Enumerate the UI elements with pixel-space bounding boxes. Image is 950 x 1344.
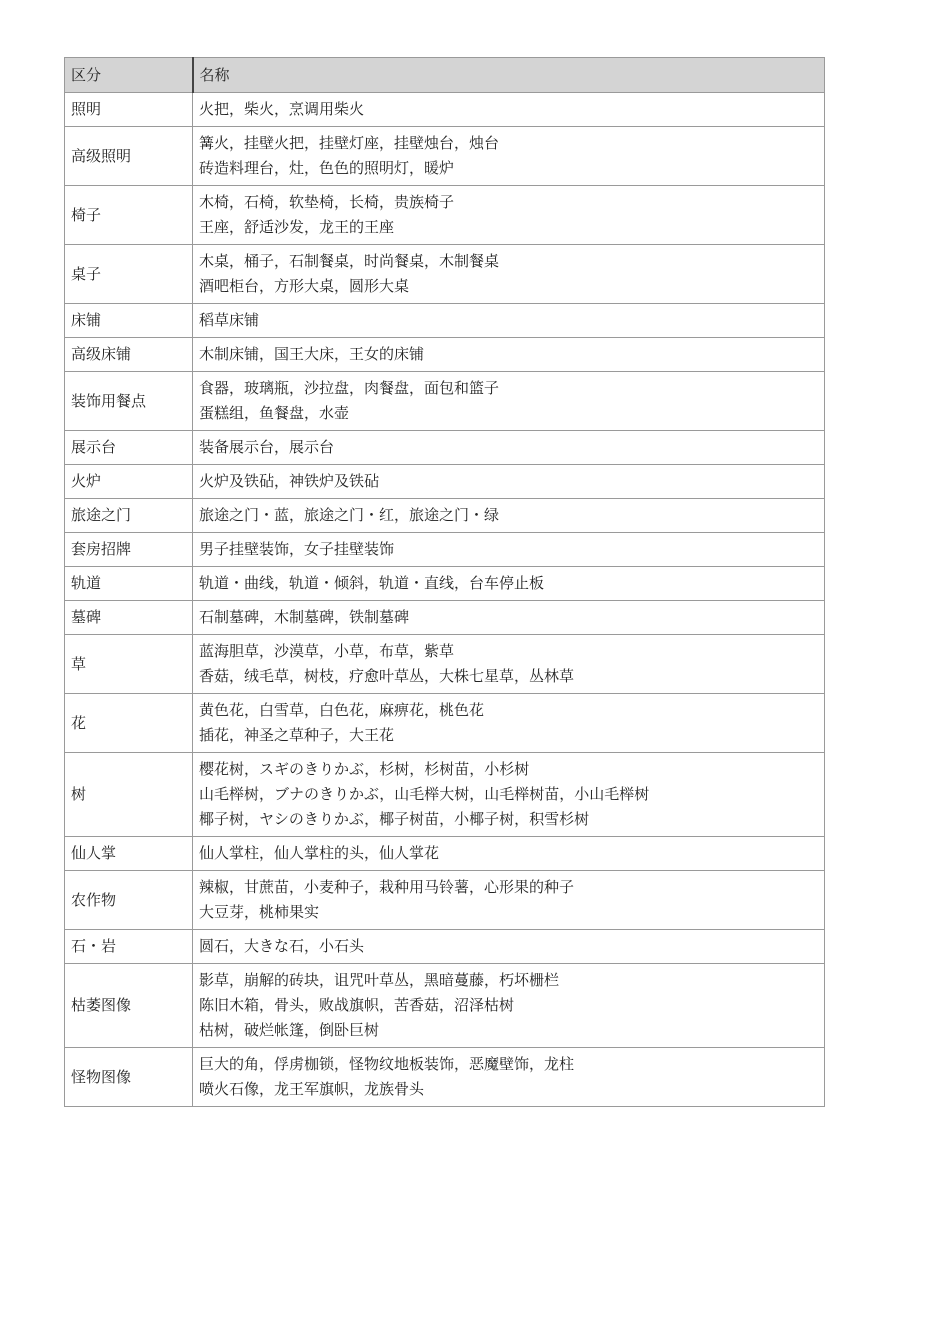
row-category: 套房招牌 (65, 533, 193, 567)
row-category: 展示台 (65, 431, 193, 465)
table-header-row (65, 58, 825, 93)
row-name-line: 男子挂壁装饰，女子挂壁装饰 (199, 540, 395, 558)
row-name-line: 稻草床铺 (199, 311, 260, 329)
row-names (193, 753, 825, 837)
row-name-line: 火炉及铁砧，神铁炉及铁砧 (199, 472, 380, 490)
row-name-line: 旅途之门・蓝，旅途之门・红，旅途之门・绿 (199, 506, 500, 524)
table-row (65, 601, 825, 635)
table-row (65, 431, 825, 465)
row-names (193, 871, 825, 930)
row-name-line: 大豆芽，桃柿果实 (199, 903, 320, 921)
row-name-line: 砖造料理台，灶，色色的照明灯，暖炉 (199, 159, 455, 177)
row-names (193, 499, 825, 533)
row-names (193, 694, 825, 753)
row-names (193, 635, 825, 694)
table-row (65, 837, 825, 871)
table-row (65, 930, 825, 964)
table-row (65, 635, 825, 694)
row-name-line: 巨大的角，俘虏枷锁，怪物纹地板装饰，恶魔壁饰，龙柱 (199, 1055, 575, 1073)
table-row (65, 338, 825, 372)
row-names (193, 304, 825, 338)
row-category: 椅子 (65, 186, 193, 245)
table-row (65, 871, 825, 930)
row-name-line: 王座，舒适沙发，龙王的王座 (199, 218, 395, 236)
row-names (193, 372, 825, 431)
row-names (193, 964, 825, 1048)
row-names (193, 601, 825, 635)
table-row (65, 93, 825, 127)
row-names (193, 465, 825, 499)
table-row (65, 964, 825, 1048)
row-name-line: 枯树，破烂帐篷，倒卧巨树 (199, 1021, 380, 1039)
row-category: 怪物图像 (65, 1048, 193, 1107)
row-names (193, 338, 825, 372)
header-name: 名称 (193, 58, 825, 93)
row-name-line: 木椅，石椅，软垫椅，长椅，贵族椅子 (199, 193, 455, 211)
row-category: 高级床铺 (65, 338, 193, 372)
table-row (65, 372, 825, 431)
row-name-line: 轨道・曲线，轨道・倾斜，轨道・直线，台车停止板 (199, 574, 545, 592)
row-category: 石・岩 (65, 930, 193, 964)
row-name-line: 仙人掌柱，仙人掌柱的头，仙人掌花 (199, 844, 440, 862)
table-row (65, 304, 825, 338)
row-category: 火炉 (65, 465, 193, 499)
row-category: 照明 (65, 93, 193, 127)
row-names (193, 837, 825, 871)
row-category: 枯萎图像 (65, 964, 193, 1048)
table-row (65, 186, 825, 245)
row-category: 墓碑 (65, 601, 193, 635)
category-table (64, 57, 825, 1107)
table-row (65, 499, 825, 533)
row-names (193, 186, 825, 245)
table-body (65, 93, 825, 1107)
row-name-line: 酒吧柜台，方形大桌，圆形大桌 (199, 277, 410, 295)
row-name-line: 陈旧木箱，骨头，败战旗帜，苦香菇，沼泽枯树 (199, 996, 515, 1014)
row-name-line: 蛋糕组，鱼餐盘，水壶 (199, 404, 350, 422)
row-category: 仙人掌 (65, 837, 193, 871)
table-row (65, 465, 825, 499)
row-names (193, 533, 825, 567)
row-name-line: 香菇，绒毛草，树枝，疗愈叶草丛，大株七星草，丛林草 (199, 667, 575, 685)
row-category: 装饰用餐点 (65, 372, 193, 431)
row-names (193, 431, 825, 465)
row-category: 桌子 (65, 245, 193, 304)
row-category: 树 (65, 753, 193, 837)
row-name-line: 篝火，挂壁火把，挂壁灯座，挂壁烛台，烛台 (199, 134, 500, 152)
row-name-line: 插花，神圣之草种子，大王花 (199, 726, 395, 744)
row-name-line: 食器，玻璃瓶，沙拉盘，肉餐盘，面包和篮子 (199, 379, 500, 397)
row-name-line: 椰子树，ヤシのきりかぶ，椰子树苗，小椰子树，积雪杉树 (199, 810, 590, 828)
row-name-line: 辣椒，甘蔗苗，小麦种子，栽种用马铃薯，心形果的种子 (199, 878, 575, 896)
table-row (65, 127, 825, 186)
row-category: 床铺 (65, 304, 193, 338)
table-row (65, 753, 825, 837)
row-category: 草 (65, 635, 193, 694)
row-name-line: 山毛榉树，ブナのきりかぶ，山毛榉大树，山毛榉树苗，小山毛榉树 (199, 785, 650, 803)
row-names (193, 930, 825, 964)
row-names (193, 245, 825, 304)
row-names (193, 567, 825, 601)
row-names (193, 127, 825, 186)
table-row (65, 533, 825, 567)
table-row (65, 1048, 825, 1107)
row-name-line: 樱花树，スギのきりかぶ，杉树，杉树苗，小杉树 (199, 760, 530, 778)
row-name-line: 木桌，桶子，石制餐桌，时尚餐桌，木制餐桌 (199, 252, 500, 270)
row-category: 高级照明 (65, 127, 193, 186)
row-name-line: 圆石，大きな石，小石头 (199, 937, 365, 955)
table-row (65, 245, 825, 304)
row-category: 农作物 (65, 871, 193, 930)
header-category: 区分 (65, 58, 193, 93)
row-category: 花 (65, 694, 193, 753)
table-row (65, 567, 825, 601)
row-name-line: 蓝海胆草，沙漠草，小草，布草，紫草 (199, 642, 455, 660)
row-category: 旅途之门 (65, 499, 193, 533)
row-name-line: 黄色花，白雪草，白色花，麻痹花，桃色花 (199, 701, 485, 719)
row-name-line: 火把，柴火，烹调用柴火 (199, 100, 365, 118)
row-name-line: 木制床铺，国王大床，王女的床铺 (199, 345, 425, 363)
row-name-line: 装备展示台，展示台 (199, 438, 335, 456)
row-category: 轨道 (65, 567, 193, 601)
row-names (193, 93, 825, 127)
table-row (65, 694, 825, 753)
row-name-line: 影草，崩解的砖块，诅咒叶草丛，黑暗蔓藤，朽坏栅栏 (199, 971, 560, 989)
row-name-line: 喷火石像，龙王军旗帜，龙族骨头 (199, 1080, 425, 1098)
row-name-line: 石制墓碑，木制墓碑，铁制墓碑 (199, 608, 410, 626)
row-names (193, 1048, 825, 1107)
